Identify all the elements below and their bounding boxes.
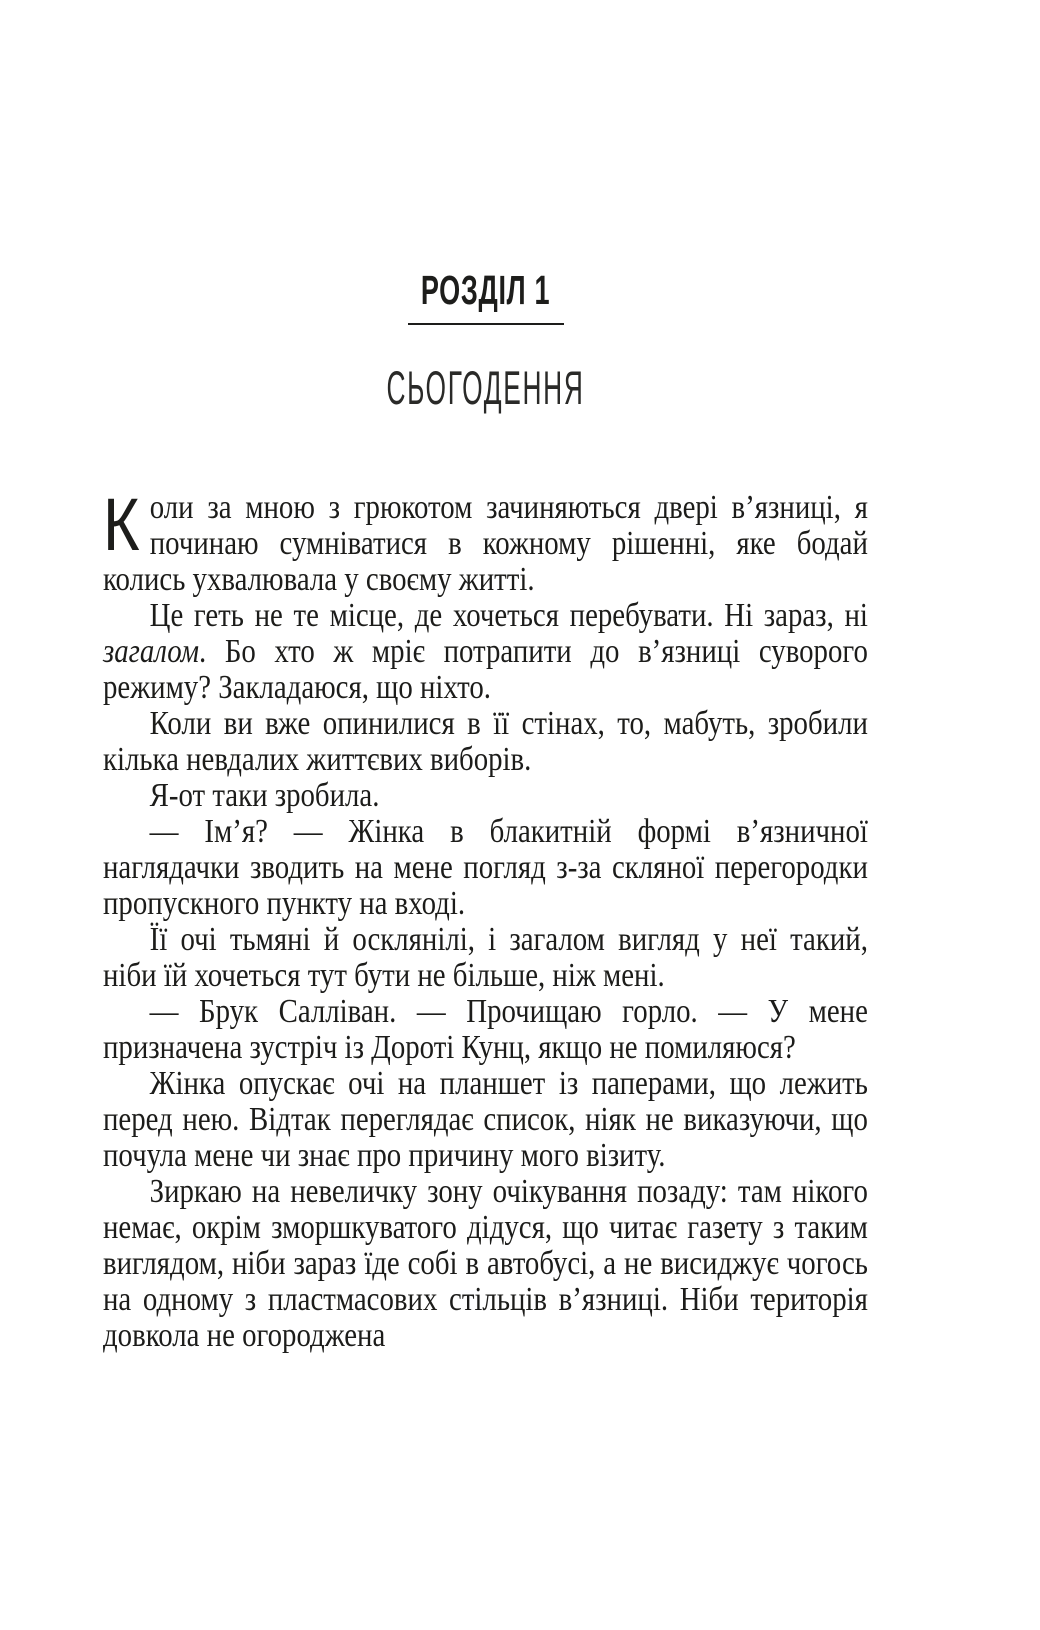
text-run: — Брук Салліван. — Прочищаю горло. — У мене призначена зустріч із Дороті Кунц, якщо не помиляюся? <box>103 993 868 1066</box>
drop-cap: К <box>103 483 140 566</box>
paragraph <box>103 483 868 598</box>
paragraph <box>103 1174 868 1354</box>
text-run: . Бо хто ж мріє потрапити до в’язниці суворого режиму? Закладаюся, що ніхто. <box>103 633 868 706</box>
paragraph <box>103 1066 868 1174</box>
body-text-column <box>103 483 868 1354</box>
text-run: — Ім’я? — Жінка в блакитній формі в’язничної наглядачки зводить на мене погляд з-за скляної перегородки пропускного пункту на вході. <box>103 813 868 922</box>
chapter-rule-divider <box>408 323 564 325</box>
text-run: Зиркаю на невеличку зону очікування позаду: там нікого немає, окрім зморшкуватого дідуся, що читає газету з таким виглядом, ніби зараз їде собі в автобусі, а не висиджує чогось на одному з пластмасових стільців в’язниці. Ніби територія довкола не огороджена <box>103 1173 868 1354</box>
text-run-italic: загалом <box>103 633 199 670</box>
text-run: Коли ви вже опинилися в її стінах, то, мабуть, зробили кілька невдалих життєвих виборів. <box>103 705 868 778</box>
body-text <box>103 483 868 1354</box>
paragraph <box>103 778 868 814</box>
text-run: Це геть не те місце, де хочеться перебувати. Ні зараз, ні <box>149 597 868 634</box>
paragraph <box>103 922 868 994</box>
text-run: Її очі тьмяні й осклянілі, і загалом вигляд у неї такий, ніби їй хочеться тут бути не більше, ніж мені. <box>103 921 868 994</box>
paragraph <box>103 706 868 778</box>
text-run: Я-от таки зробила. <box>149 777 380 814</box>
chapter-heading-block <box>103 268 868 413</box>
chapter-title: РОЗДІЛ 1 <box>420 267 551 313</box>
paragraph <box>103 994 868 1066</box>
section-subtitle: СЬОГОДЕННЯ <box>386 361 585 414</box>
paragraph <box>103 814 868 922</box>
text-run: оли за мною з грюкотом зачиняються двері в’язниці, я починаю сумніватися в кожному рішенні, яке бодай колись ухвалювала у своєму житті. <box>103 489 868 598</box>
paragraph <box>103 598 868 706</box>
text-run: Жінка опускає очі на планшет із паперами, що лежить перед нею. Відтак переглядає список, ніяк не виказуючи, що почула мене чи знає про причину мого візиту. <box>103 1065 868 1174</box>
